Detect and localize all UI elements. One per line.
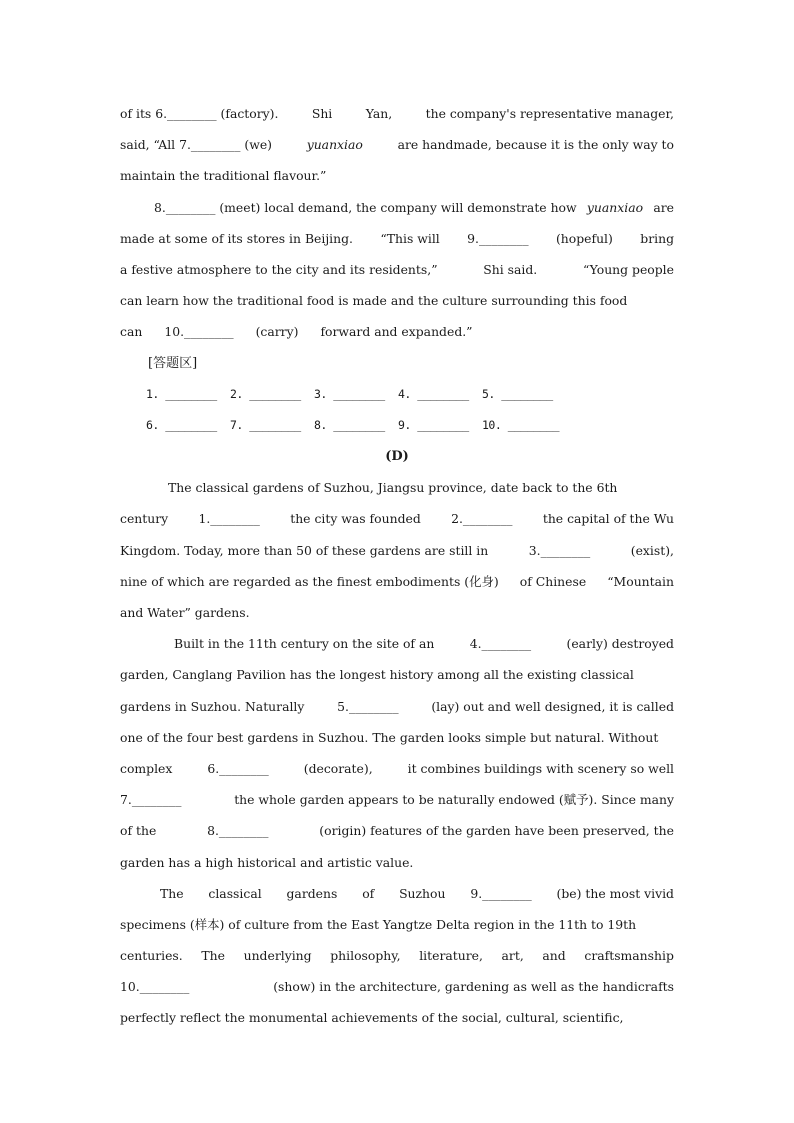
answer-row xyxy=(120,379,674,410)
answer-blank[interactable]: 2. ________ xyxy=(230,386,301,401)
answer-blank[interactable]: 4. ________ xyxy=(398,386,469,401)
answer-area-title: [答题区] xyxy=(148,355,198,371)
text-line: garden has a high historical and artistic value. xyxy=(120,854,414,870)
text-line: 10.________ (show) in the architecture, gardening as well as the handicrafts xyxy=(120,979,674,995)
text-line: Kingdom. Today, more than 50 of these gardens are still in 3.________ (exist), xyxy=(120,542,674,558)
text-line: garden, Canglang Pavilion has the longest history among all the existing classical xyxy=(120,667,634,683)
text-line: of its 6.________ (factory). Shi Yan, the company's representative manager, xyxy=(120,106,674,121)
answer-blank[interactable]: 7. ________ xyxy=(230,417,301,432)
text-line: century 1.________ the city was founded 2.________ the capital of the Wu xyxy=(120,511,674,527)
text-line: maintain the traditional flavour.” xyxy=(120,168,327,184)
text-line: Built in the 11th century on the site of an 4.________ (early) destroyed xyxy=(174,636,674,652)
answer-blank[interactable]: 3. ________ xyxy=(314,386,385,401)
text-line: can 10.________ (carry) forward and expanded.” xyxy=(120,324,473,340)
answer-blank[interactable]: 5. ________ xyxy=(482,386,553,401)
text-line: nine of which are regarded as the finest embodiments (化身) of Chinese “Mountain xyxy=(120,573,674,589)
text-line: one of the four best gardens in Suzhou. The garden looks simple but natural. Without xyxy=(120,729,659,745)
passage-d xyxy=(120,472,674,1033)
answer-blank[interactable]: 6. ________ xyxy=(146,417,217,432)
answer-blank[interactable]: 9. ________ xyxy=(398,417,469,432)
text-line: The classical gardens of Suzhou, Jiangsu province, date back to the 6th xyxy=(168,480,618,496)
text-line: said, “All 7.________ (we) yuanxiao are handmade, because it is the only way to xyxy=(120,137,674,153)
answer-row xyxy=(120,410,674,441)
text-line: gardens in Suzhou. Naturally 5.________ (lay) out and well designed, it is called xyxy=(120,698,674,714)
answer-blank[interactable]: 1. ________ xyxy=(146,386,217,401)
answer-blank[interactable]: 10. ________ xyxy=(482,417,560,432)
text-line: of the 8.________ (origin) features of the garden have been preserved, the xyxy=(120,823,674,839)
section-d-label: (D) xyxy=(385,449,409,465)
text-line: can learn how the traditional food is made and the culture surrounding this food xyxy=(120,293,628,309)
text-line: complex 6.________ (decorate), it combines buildings with scenery so well xyxy=(120,760,674,776)
text-line: perfectly reflect the monumental achievements of the social, cultural, scientific, xyxy=(120,1010,624,1026)
text-line: a festive atmosphere to the city and its residents,” Shi said. “Young people xyxy=(120,261,674,277)
passage-c-tail xyxy=(120,98,674,348)
text-line: 8.________ (meet) local demand, the company will demonstrate how yuanxiao are xyxy=(154,199,674,215)
text-line: made at some of its stores in Beijing. “This will 9.________ (hopeful) bring xyxy=(120,230,674,246)
answer-blank[interactable]: 8. ________ xyxy=(314,417,385,432)
text-line: The classical gardens of Suzhou 9.________ (be) the most vivid xyxy=(160,885,674,901)
text-line: centuries. The underlying philosophy, literature, art, and craftsmanship xyxy=(120,948,674,964)
text-line: and Water” gardens. xyxy=(120,605,250,620)
document-page xyxy=(120,98,674,1034)
answer-area xyxy=(120,348,674,442)
text-line: specimens (样本) of culture from the East Yangtze Delta region in the 11th to 19th xyxy=(120,916,637,932)
text-line: 7.________ the whole garden appears to be naturally endowed (赋予). Since many xyxy=(120,792,674,808)
